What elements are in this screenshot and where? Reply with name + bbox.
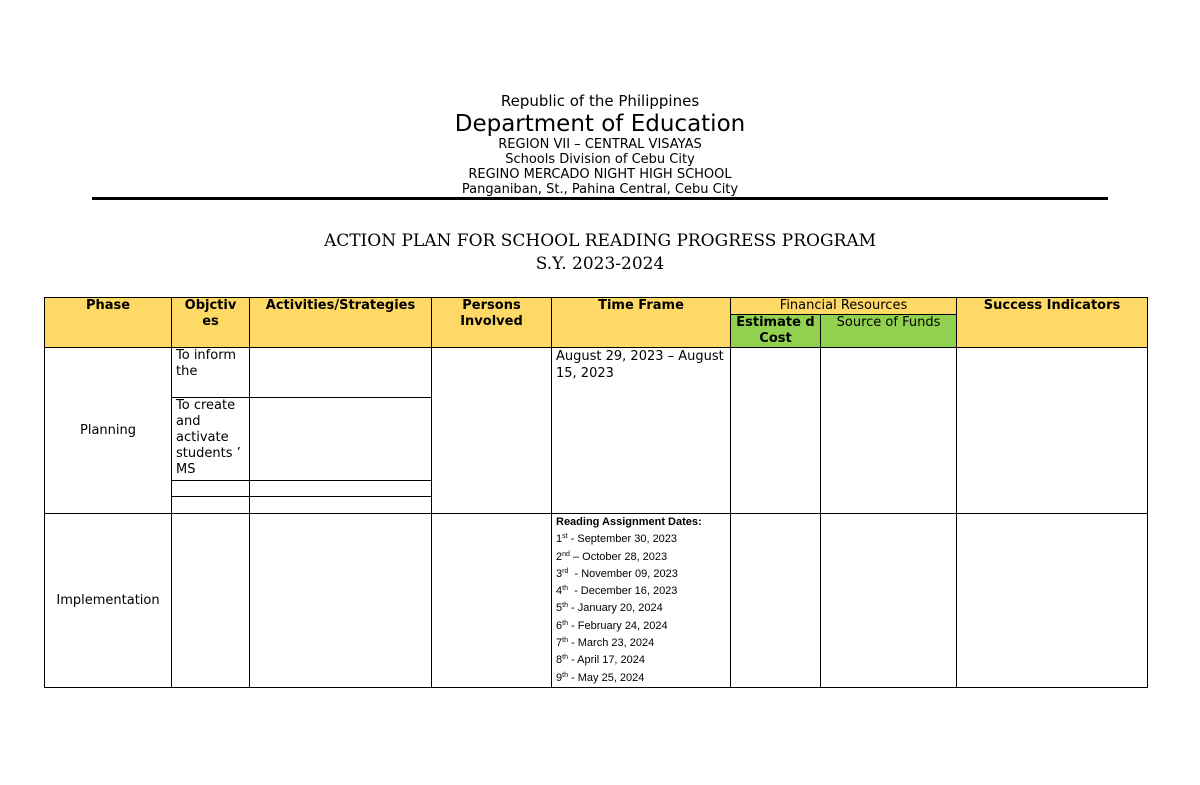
planning-source-of-funds — [821, 348, 957, 514]
school-address: Panganiban, St., Pahina Central, Cebu City — [461, 182, 739, 197]
reading-date-suffix: th — [562, 619, 568, 627]
planning-objective-4 — [172, 497, 250, 514]
reading-date-suffix: th — [562, 602, 568, 610]
header-financial-resources: Financial Resources — [731, 298, 957, 315]
header-time-frame: Time Frame — [552, 298, 731, 348]
planning-activity-2 — [250, 398, 432, 481]
planning-activity-3 — [250, 481, 432, 497]
reading-date-item — [556, 600, 726, 617]
reading-date-item — [556, 652, 726, 669]
reading-date-item — [556, 549, 726, 566]
reading-date-ordinal: 4 — [556, 585, 563, 598]
reading-date-text: - April 17, 2024 — [567, 654, 646, 667]
reading-date-item — [556, 635, 726, 652]
phase-implementation: Implementation — [45, 514, 172, 688]
reading-date-text: - May 25, 2024 — [567, 671, 645, 684]
header-activities: Activities/Strategies — [250, 298, 432, 348]
planning-persons — [432, 348, 552, 514]
department-name: Department of Education — [454, 111, 746, 137]
reading-date-text: – October 28, 2023 — [569, 550, 668, 563]
reading-date-ordinal: 9 — [556, 671, 563, 684]
reading-date-item — [556, 618, 726, 635]
reading-date-text: - March 23, 2024 — [567, 637, 655, 650]
reading-dates-label: Reading Assignment Dates: — [556, 516, 702, 528]
reading-date-text: - December 16, 2023 — [567, 585, 678, 598]
header-divider — [92, 197, 1108, 200]
reading-date-suffix: rd — [562, 567, 569, 575]
phase-planning: Planning — [45, 348, 172, 514]
action-plan-table — [44, 297, 1148, 688]
reading-date-ordinal: 1 — [556, 533, 563, 546]
planning-objective-2: To create and activate students ’ MS — [172, 398, 250, 481]
reading-date-text: - September 30, 2023 — [567, 533, 678, 546]
header-source-of-funds: Source of Funds — [821, 315, 957, 348]
document-title: ACTION PLAN FOR SCHOOL READING PROGRESS PROGRAM — [323, 231, 877, 251]
planning-time-frame: August 29, 2023 – August 15, 2023 — [552, 348, 731, 514]
reading-date-ordinal: 7 — [556, 637, 563, 650]
reading-date-suffix: st — [562, 533, 568, 541]
header-estimated-cost: Estimate d Cost — [731, 315, 821, 348]
reading-date-ordinal: 6 — [556, 619, 563, 632]
implementation-time-frame — [552, 514, 731, 688]
reading-date-suffix: th — [562, 585, 568, 593]
implementation-objectives — [172, 514, 250, 688]
implementation-success-indicators — [957, 514, 1148, 688]
reading-date-suffix: th — [562, 637, 568, 645]
reading-date-ordinal: 8 — [556, 654, 563, 667]
reading-date-item — [556, 566, 726, 583]
header-objectives: Objctiv es — [172, 298, 250, 348]
division-line: Schools Division of Cebu City — [505, 152, 695, 167]
implementation-source-of-funds — [821, 514, 957, 688]
reading-date-ordinal: 5 — [556, 602, 563, 615]
reading-dates-list — [556, 531, 726, 687]
reading-date-ordinal: 3 — [556, 567, 563, 580]
planning-success-indicators — [957, 348, 1148, 514]
planning-objective-1: To inform the — [172, 348, 250, 398]
reading-date-item — [556, 583, 726, 600]
header-success-indicators: Success Indicators — [957, 298, 1148, 348]
reading-date-item — [556, 531, 726, 548]
reading-date-suffix: nd — [562, 550, 570, 558]
reading-date-text: - January 20, 2024 — [567, 602, 663, 615]
region-line: REGION VII – CENTRAL VISAYAS — [498, 137, 702, 152]
school-year: S.Y. 2023-2024 — [535, 254, 665, 274]
republic-line: Republic of the Philippines — [500, 92, 700, 110]
implementation-persons — [432, 514, 552, 688]
header-phase: Phase — [45, 298, 172, 348]
reading-date-suffix: th — [562, 654, 568, 662]
planning-estimated-cost — [731, 348, 821, 514]
reading-date-item — [556, 670, 726, 687]
planning-activity-1 — [250, 348, 432, 398]
implementation-estimated-cost — [731, 514, 821, 688]
reading-date-ordinal: 2 — [556, 550, 563, 563]
school-name: REGINO MERCADO NIGHT HIGH SCHOOL — [468, 167, 732, 182]
reading-date-text: - February 24, 2024 — [567, 619, 668, 632]
reading-date-text: - November 09, 2023 — [568, 567, 678, 580]
planning-objective-3 — [172, 481, 250, 497]
planning-activity-4 — [250, 497, 432, 514]
header-persons-involved: Persons Involved — [432, 298, 552, 348]
reading-date-suffix: th — [562, 671, 568, 679]
implementation-activities — [250, 514, 432, 688]
